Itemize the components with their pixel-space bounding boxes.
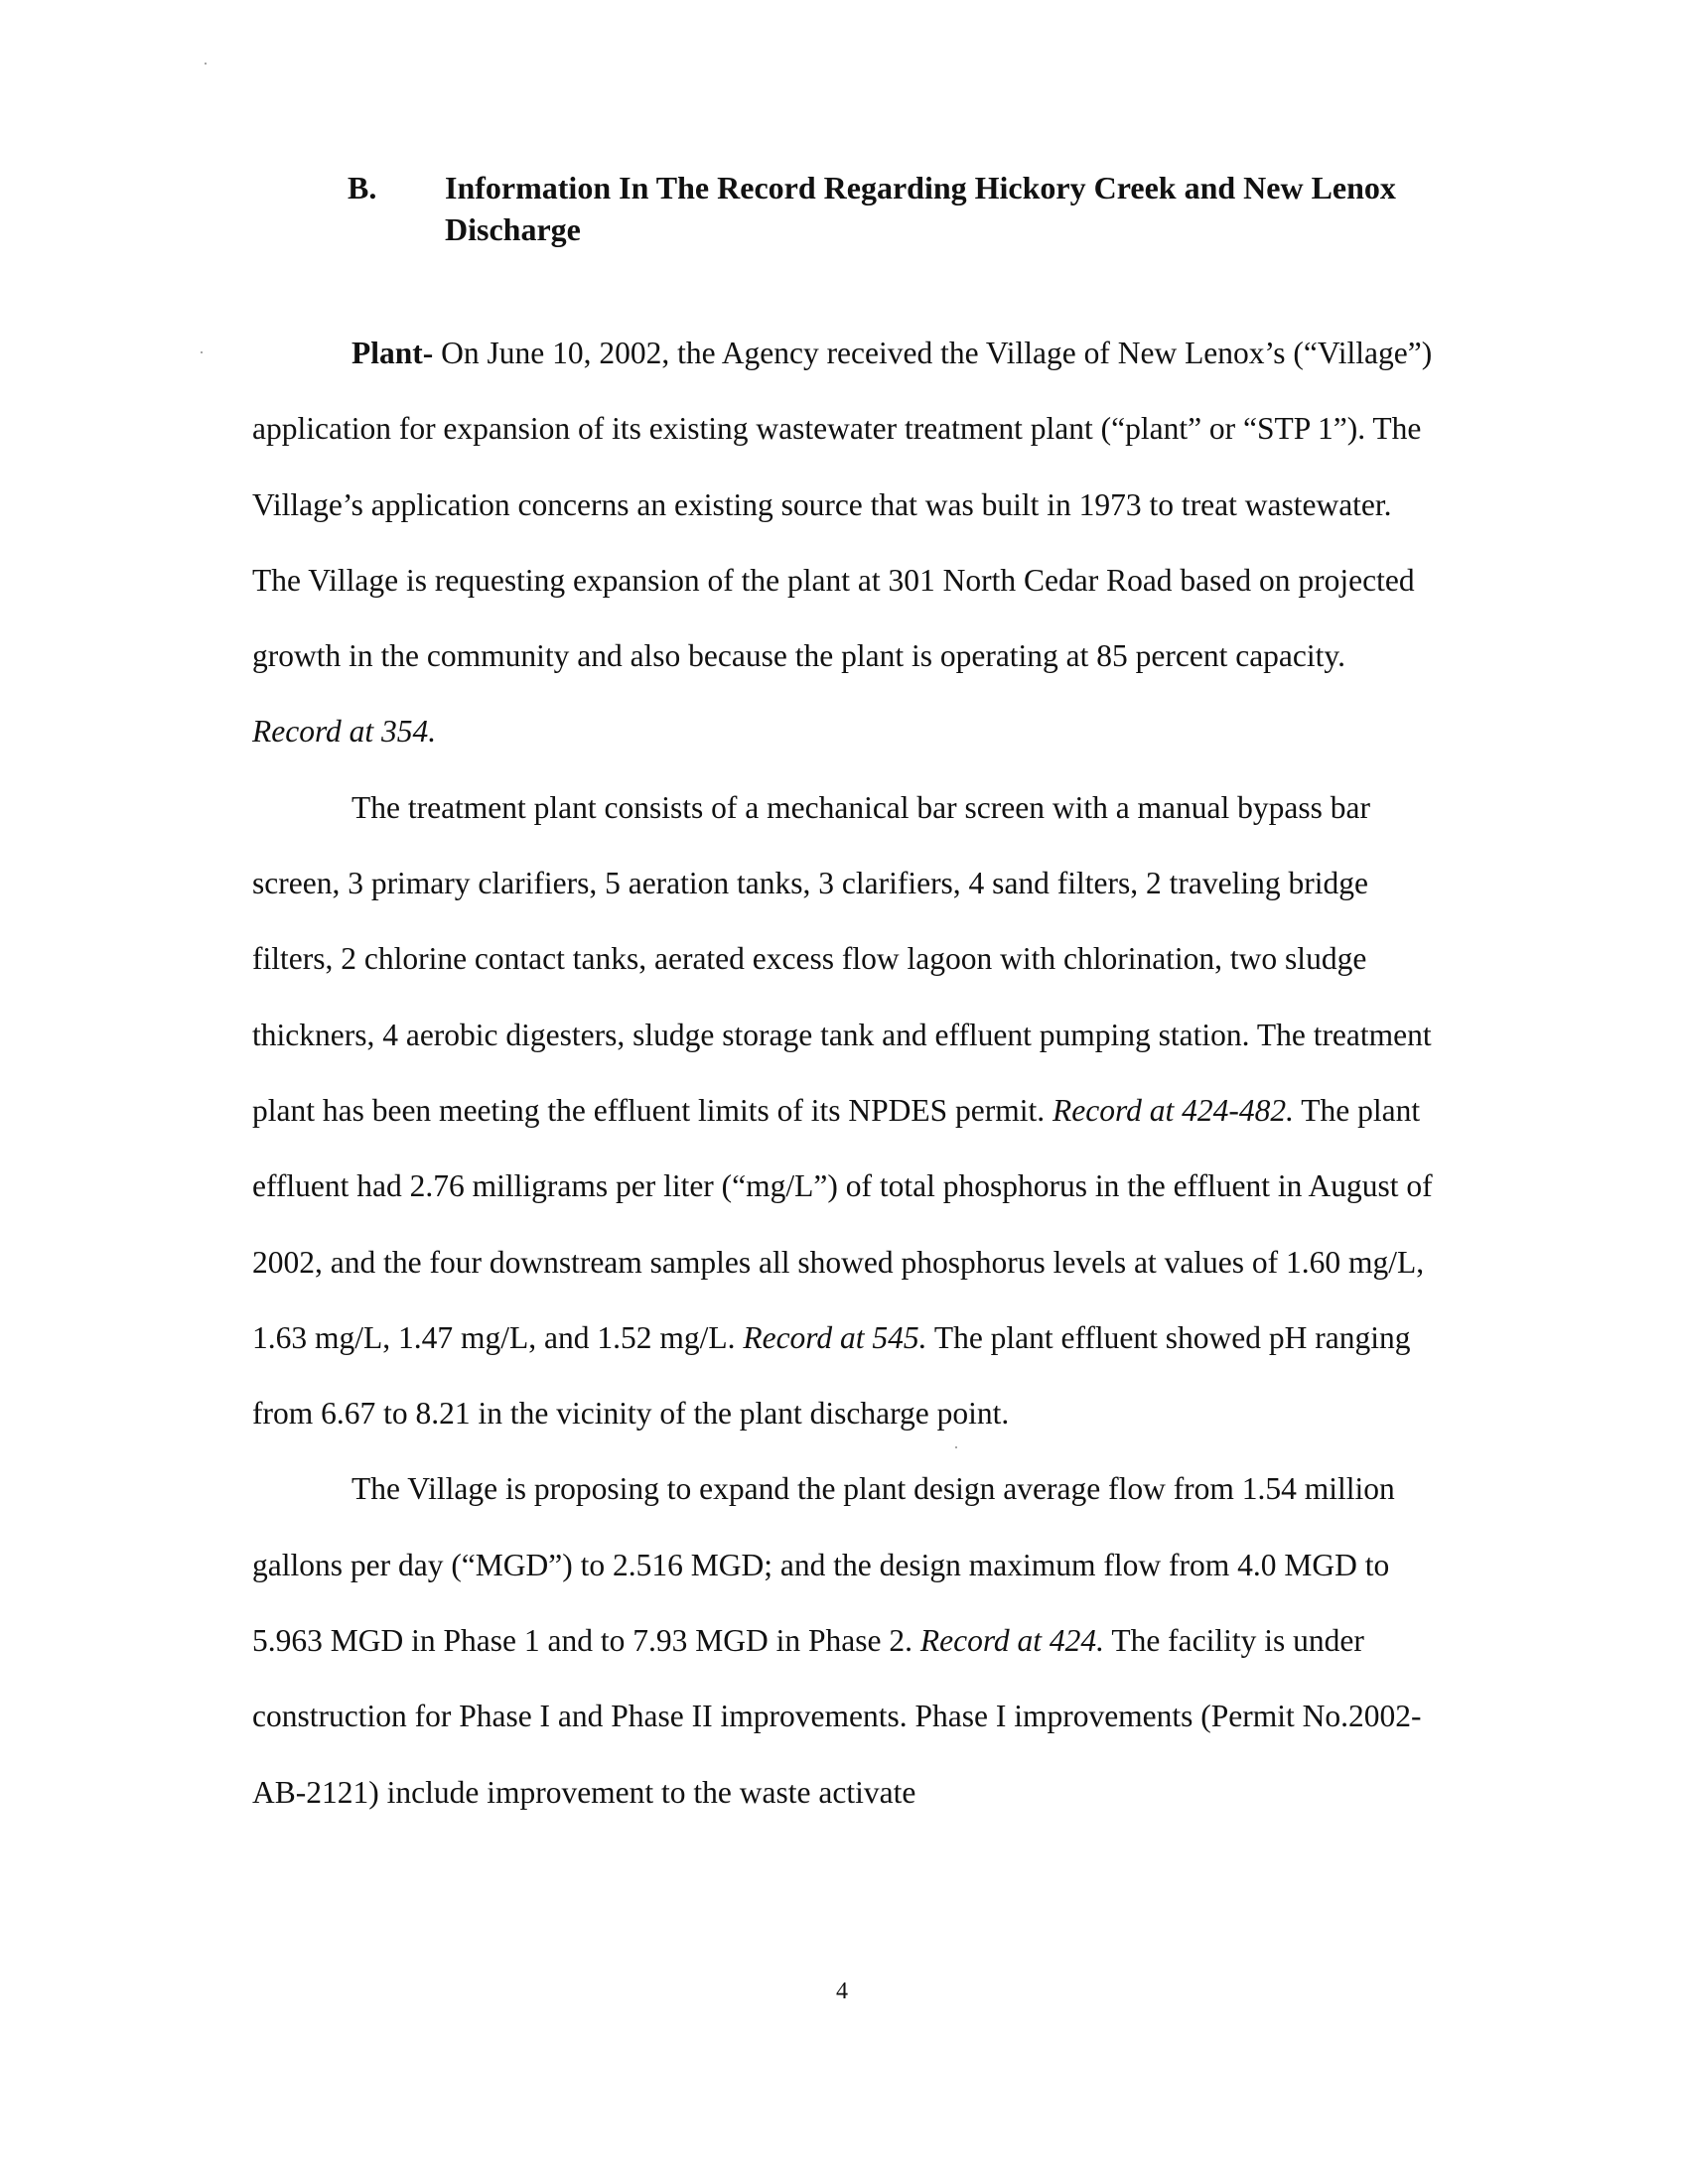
scan-speck	[205, 63, 207, 65]
plant-label: Plant-	[351, 336, 434, 370]
record-citation: Record at 424.	[919, 1623, 1105, 1659]
scan-speck	[201, 351, 203, 353]
paragraph-expansion	[252, 1451, 1434, 1830]
paragraph-text: On June 10, 2002, the Agency received the Village of New Lenox’s (“Village”) application for expansion of its existing wastewater treatment plant (“plant” or “STP 1”). The Village’s application concerns an existing source that was built in 1973 to treat wastewater. The Village is requesting expansion of the plant at 301 North Cedar Road based on projected growth in the community and also because the plant is operating at 85 percent capacity.	[252, 336, 1433, 674]
record-citation: Record at 424-482.	[1052, 1092, 1294, 1128]
paragraph-text: The facility is under construction for Phase I and Phase II improvements. Phase I improvements (Permit No.2002-AB-2121) include improvement to the waste activate	[252, 1623, 1422, 1810]
section-letter: B.	[348, 170, 377, 205]
record-citation: Record at 354.	[252, 714, 437, 750]
page-number: 4	[836, 1979, 848, 2004]
paragraph-text: The Village is proposing to expand the plant design average flow from 1.54 million gallons per day (“MGD”) to 2.516 MGD; and the design maximum flow from 4.0 MGD to 5.963 MGD in Phase 1 and to 7.93 MGD in Phase 2.	[252, 1471, 1395, 1659]
record-citation: Record at 545.	[743, 1319, 927, 1355]
paragraph-text: The treatment plant consists of a mechanical bar screen with a manual bypass bar screen, 3 primary clarifiers, 5 aeration tanks, 3 clarifiers, 4 sand filters, 2 traveling bridge filters, 2 chlorine contact tanks, aerated excess flow lagoon with chlorination, two sludge thickners, 4 aerobic digesters, sludge storage tank and effluent pumping station. The treatment plant has been meeting the effluent limits of its NPDES permit.	[252, 789, 1432, 1128]
paragraph-plant	[252, 316, 1434, 770]
paragraph-text: The plant effluent showed pH ranging from 6.67 to 8.21 in the vicinity of the plant discharge point.	[252, 1319, 1411, 1432]
paragraph-text: The plant effluent had 2.76 milligrams per liter (“mg/L”) of total phosphorus in the effluent in August of 2002, and the four downstream samples all showed phosphorus levels at values of 1.60 mg/L, 1.63 mg/L, 1.47 mg/L, and 1.52 mg/L.	[252, 1092, 1433, 1355]
section-title: Information In The Record Regarding Hickory Creek and New Lenox Discharge	[445, 170, 1396, 247]
paragraph-treatment-plant	[252, 770, 1434, 1452]
body-text	[252, 316, 1434, 1831]
section-heading	[348, 167, 1440, 250]
